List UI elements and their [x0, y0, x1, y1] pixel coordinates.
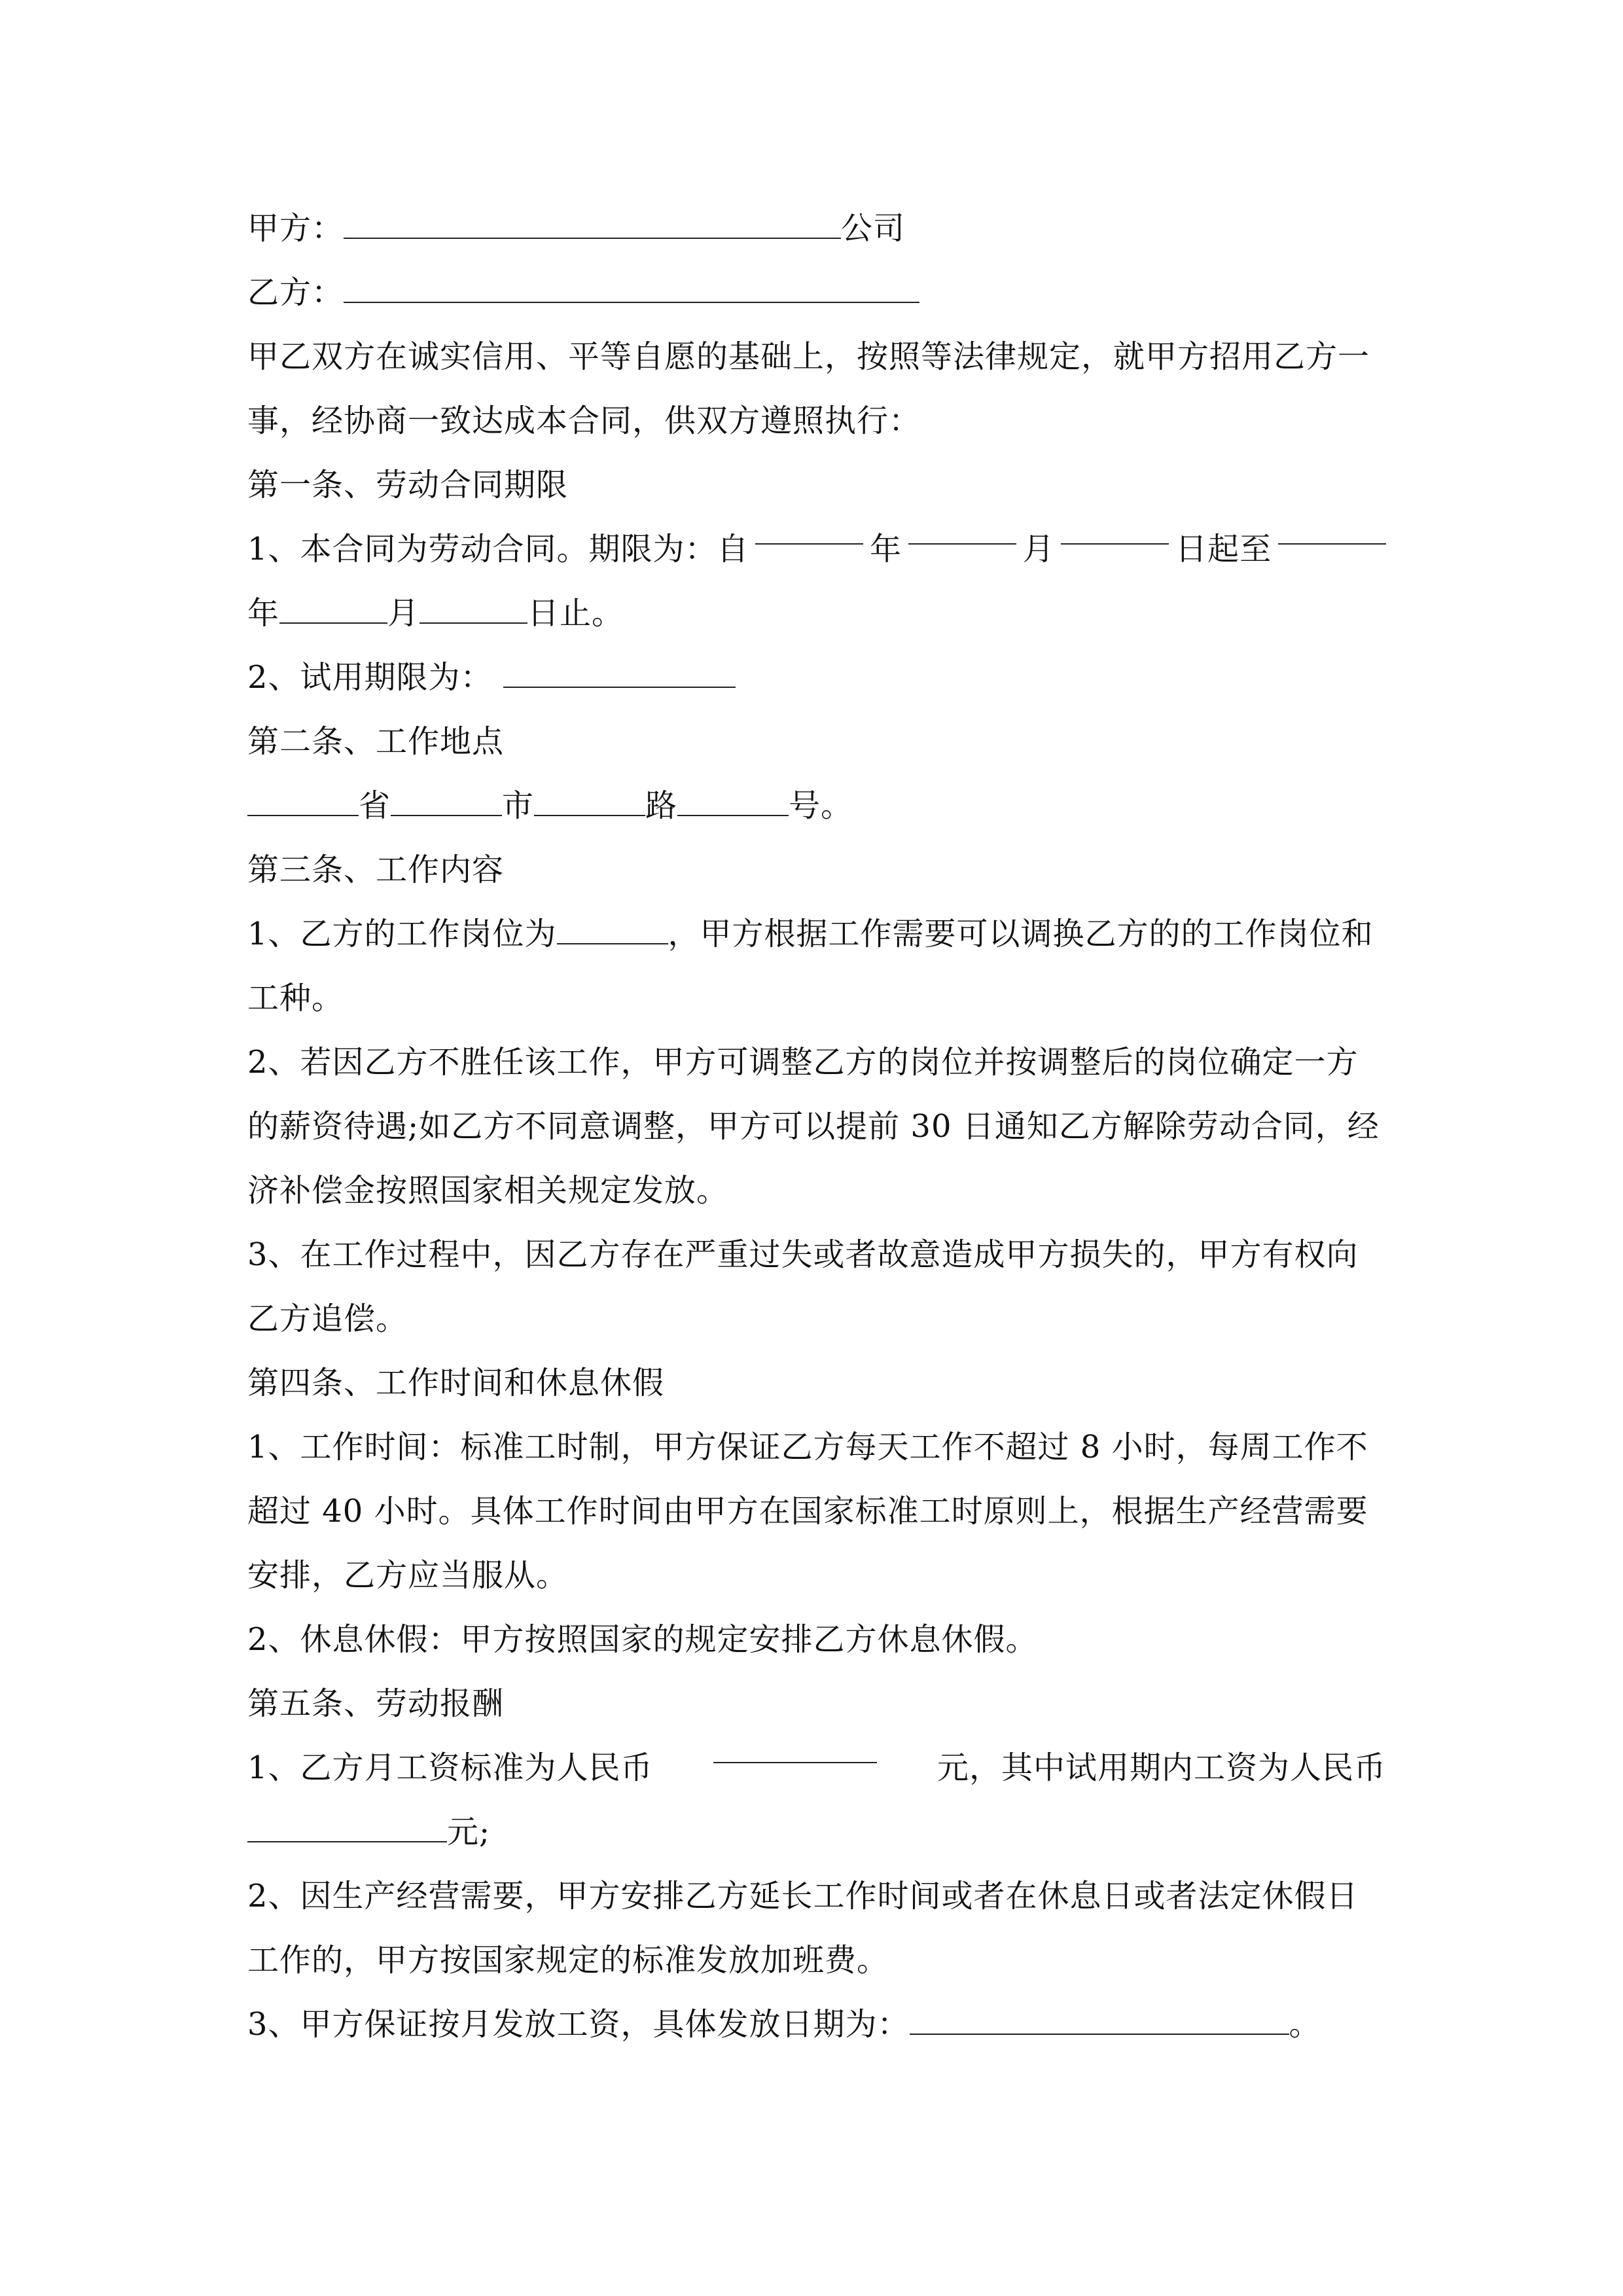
job-post-prefix: 1、乙方的工作岗位为 — [247, 916, 557, 952]
article-3-clause-1-line-2: 工种。 — [247, 980, 344, 1016]
work-location-line — [247, 774, 1386, 838]
start-year-label: 年 — [870, 531, 902, 567]
article-1-clause-1-line-1 — [247, 517, 1386, 581]
province-label: 省 — [359, 787, 391, 824]
end-month-field[interactable] — [279, 596, 387, 624]
payday-field[interactable] — [910, 2007, 1289, 2035]
party-a-line — [247, 196, 1386, 260]
road-label: 路 — [645, 787, 678, 824]
province-field[interactable] — [247, 789, 359, 816]
term-prefix: 1、本合同为劳动合同。期限为：自 — [247, 531, 749, 567]
article-5-clause-1-line-2 — [247, 1800, 1386, 1864]
start-day-field[interactable] — [1061, 517, 1169, 545]
article-3-clause-3-line-1: 3、在工作过程中，因乙方存在严重过失或者故意造成甲方损失的，甲方有权向 — [247, 1236, 1359, 1273]
party-b-name-field[interactable] — [344, 276, 919, 303]
trial-period-field[interactable] — [503, 660, 736, 688]
road-field[interactable] — [534, 789, 645, 816]
payday-prefix: 3、甲方保证按月发放工资，具体发放日期为： — [247, 2006, 910, 2043]
article-4-clause-1-line-1: 1、工作时间：标准工时制，甲方保证乙方每天工作不超过 8 小时，每周工作不 — [247, 1429, 1368, 1465]
job-post-suffix: ，甲方根据工作需要可以调换乙方的的工作岗位和 — [668, 916, 1374, 952]
article-1-clause-1-line-2 — [247, 581, 1386, 645]
end-day-label: 日止。 — [527, 595, 624, 632]
article-3-clause-3-line-2: 乙方追偿。 — [247, 1300, 408, 1337]
article-2-title: 第二条、工作地点 — [247, 723, 505, 760]
salary-prefix: 1、乙方月工资标准为人民币 — [247, 1749, 653, 1786]
article-1-clause-2 — [247, 645, 1386, 709]
article-3-clause-2-line-1: 2、若因乙方不胜任该工作，甲方可调整乙方的岗位并按调整后的岗位确定一方 — [247, 1044, 1359, 1081]
article-5-clause-3 — [247, 1992, 1386, 2056]
end-year-field-part[interactable] — [1278, 517, 1386, 545]
trial-salary-prefix: 元，其中试用期内工资为人民币 — [936, 1749, 1386, 1786]
number-field[interactable] — [677, 789, 789, 816]
trial-salary-suffix: 元; — [447, 1814, 491, 1850]
article-1-title: 第一条、劳动合同期限 — [247, 467, 569, 503]
article-3-clause-1-line-1 — [247, 902, 1386, 966]
city-field[interactable] — [391, 789, 502, 816]
article-3-title: 第三条、工作内容 — [247, 852, 505, 888]
payday-suffix: 。 — [1289, 2006, 1321, 2043]
number-label: 号。 — [789, 787, 853, 824]
article-3-clause-2-line-3: 济补偿金按照国家相关规定发放。 — [247, 1172, 729, 1209]
article-4-title: 第四条、工作时间和休息休假 — [247, 1365, 665, 1401]
trial-salary-field[interactable] — [247, 1815, 447, 1842]
contract-document — [247, 196, 1386, 2056]
party-b-label: 乙方： — [247, 274, 344, 311]
article-4-clause-1-line-3: 安排，乙方应当服从。 — [247, 1557, 569, 1594]
article-5-clause-1-line-1 — [247, 1736, 1386, 1800]
article-5-clause-2-line-1: 2、因生产经营需要，甲方安排乙方延长工作时间或者在休息日或者法定休假日 — [247, 1878, 1359, 1914]
article-3-clause-2-line-2: 的薪资待遇;如乙方不同意调整，甲方可以提前 30 日通知乙方解除劳动合同，经 — [247, 1108, 1380, 1145]
trial-period-label: 2、试用期限为： — [247, 659, 493, 696]
end-year-label: 年 — [247, 595, 280, 632]
start-year-field[interactable] — [755, 517, 863, 545]
start-day-label: 日起至 — [1175, 531, 1272, 567]
party-b-line — [247, 260, 1386, 325]
article-4-clause-1-line-2: 超过 40 小时。具体工作时间由甲方在国家标准工时原则上，根据生产经营需要 — [247, 1493, 1368, 1530]
end-month-label: 月 — [387, 595, 420, 632]
party-a-suffix: 公司 — [841, 210, 906, 247]
preamble-line-1: 甲乙双方在诚实信用、平等自愿的基础上，按照等法律规定，就甲方招用乙方一 — [247, 338, 1370, 375]
job-post-field[interactable] — [557, 917, 668, 944]
preamble-line-2: 事，经协商一致达成本合同，供双方遵照执行： — [247, 403, 921, 439]
city-label: 市 — [502, 787, 535, 824]
article-4-clause-2: 2、休息休假：甲方按照国家的规定安排乙方休息休假。 — [247, 1621, 1038, 1658]
start-month-label: 月 — [1022, 531, 1055, 567]
monthly-salary-field[interactable] — [713, 1736, 877, 1763]
article-5-title: 第五条、劳动报酬 — [247, 1685, 505, 1722]
party-a-name-field[interactable] — [344, 211, 841, 239]
end-day-field[interactable] — [419, 596, 527, 624]
article-5-clause-2-line-2: 工作的，甲方按国家规定的标准发放加班费。 — [247, 1942, 889, 1979]
party-a-label: 甲方： — [247, 210, 344, 247]
start-month-field[interactable] — [908, 517, 1016, 545]
